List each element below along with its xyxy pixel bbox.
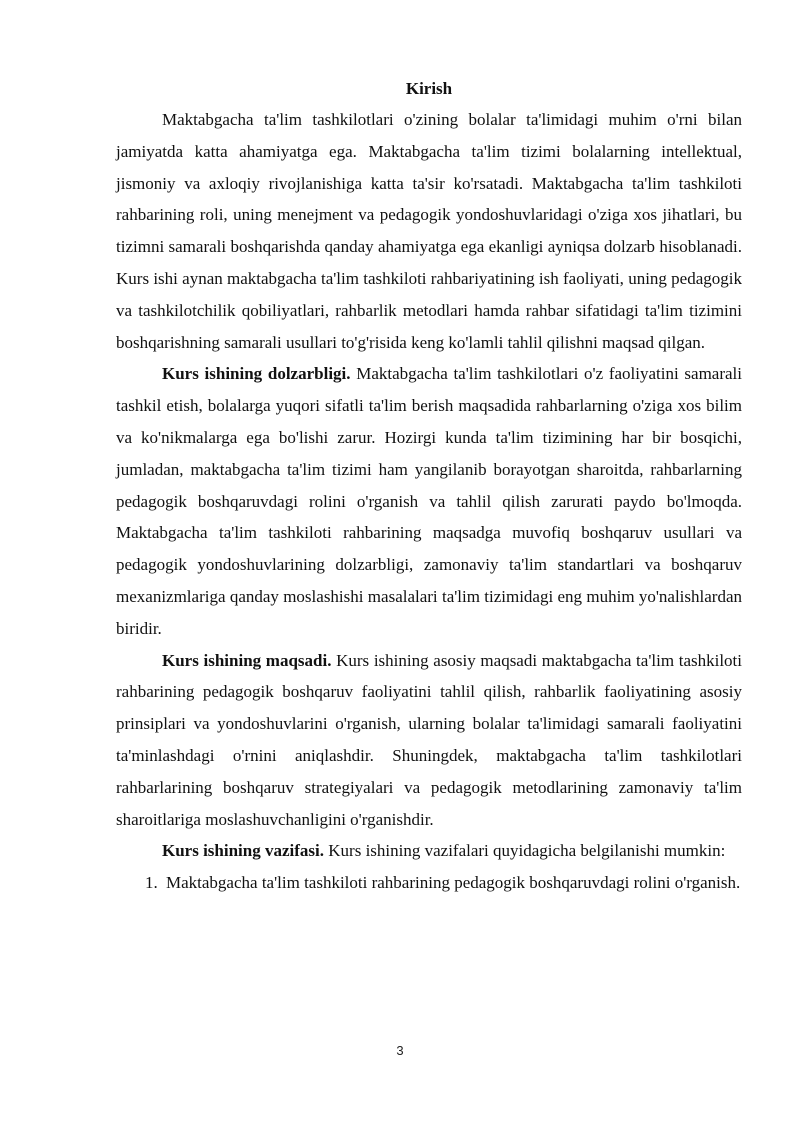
goal-heading: Kurs ishining maqsadi. [162, 650, 332, 670]
page-number: 3 [396, 1043, 404, 1058]
tasks-heading: Kurs ishining vazifasi. [162, 841, 325, 861]
tasks-list [116, 867, 742, 899]
relevance-text: Maktabgacha ta'lim tashkilotlari o'z faoliyatini samarali tashkil etish, bolalarga yuqori sifatli ta'lim berish maqsadida rahbarlarning o'ziga xos bilim va ko'nikmalarga ega bo'lishi zarur. Hozirgi kunda ta'lim tizimining har bir bosqichi, jumladan, maktabgacha ta'lim tizimi ham yangilanib borayotgan sharoitda, rahbarlarning pedagogik boshqaruvdagi rolini o'rganish va tahlil qilish zarurati paydo bo'lmoqda. Maktabgacha ta'lim tashkiloti rahbarining maqsadga muvofiq boshqaruv usullari va pedagogik yondoshuvlarining dolzarbligi, zamonaviy ta'lim standartlari va boshqaruv mexanizmlariga qanday moslashishi masalalari ta'lim tizimidagi eng muhim yo'nalishlardan biridir. [116, 364, 742, 638]
document-page [116, 74, 742, 899]
section-title: Kirish [405, 79, 453, 98]
goal-text: Kurs ishining asosiy maqsadi maktabgacha ta'lim tashkiloti rahbarining pedagogik boshqaruv faoliyatini tahlil qilish, rahbarlik faoliyatining asosiy prinsiplari va yondoshuvlarini o'rganish, ularning bolalar ta'limidagi samarali faoliyatini ta'minlashdagi o'rnini aniqlashdir. Shuningdek, maktabgacha ta'lim tashkilotlari rahbarlarining boshqaruv strategiyalari va pedagogik metodlarining zamonaviy ta'lim sharoitlariga moslashuvchanligini o'rganishdir. [116, 650, 742, 829]
list-item: 1. Maktabgacha ta'lim tashkiloti rahbarining pedagogik boshqaruvdagi rolini o'rganish. [162, 867, 742, 899]
goal-paragraph [116, 645, 742, 836]
relevance-paragraph [116, 358, 742, 644]
relevance-heading: Kurs ishining dolzarbligi. [162, 364, 351, 384]
intro-paragraph: Maktabgacha ta'lim tashkilotlari o'zining bolalar ta'limidagi muhim o'rni bilan jamiyatda katta ahamiyatga ega. Maktabgacha ta'lim tizimi bolalarning intellektual, jismoniy va axloqiy rivojlanishiga katta ta'sir ko'rsatadi. Maktabgacha ta'lim tashkiloti rahbarining roli, uning menejment va pedagogik yondoshuvlaridagi o'ziga xos jihatlari, bu tizimni samarali boshqarishda qanday ahamiyatga ega ekanligi ayniqsa dolzarb hisoblanadi. Kurs ishi aynan maktabgacha ta'lim tashkiloti rahbariyatining ish faoliyati, uning pedagogik va tashkilotchilik qobiliyatlari, rahbarlik metodlari hamda rahbar sifatidagi ta'lim tizimini boshqarishning samarali usullari to'g'risida keng ko'lamli tahlil qilishni maqsad qilgan. [116, 110, 742, 352]
tasks-text: Kurs ishining vazifalari quyidagicha belgilanishi mumkin: [324, 841, 726, 861]
tasks-paragraph [116, 835, 742, 867]
